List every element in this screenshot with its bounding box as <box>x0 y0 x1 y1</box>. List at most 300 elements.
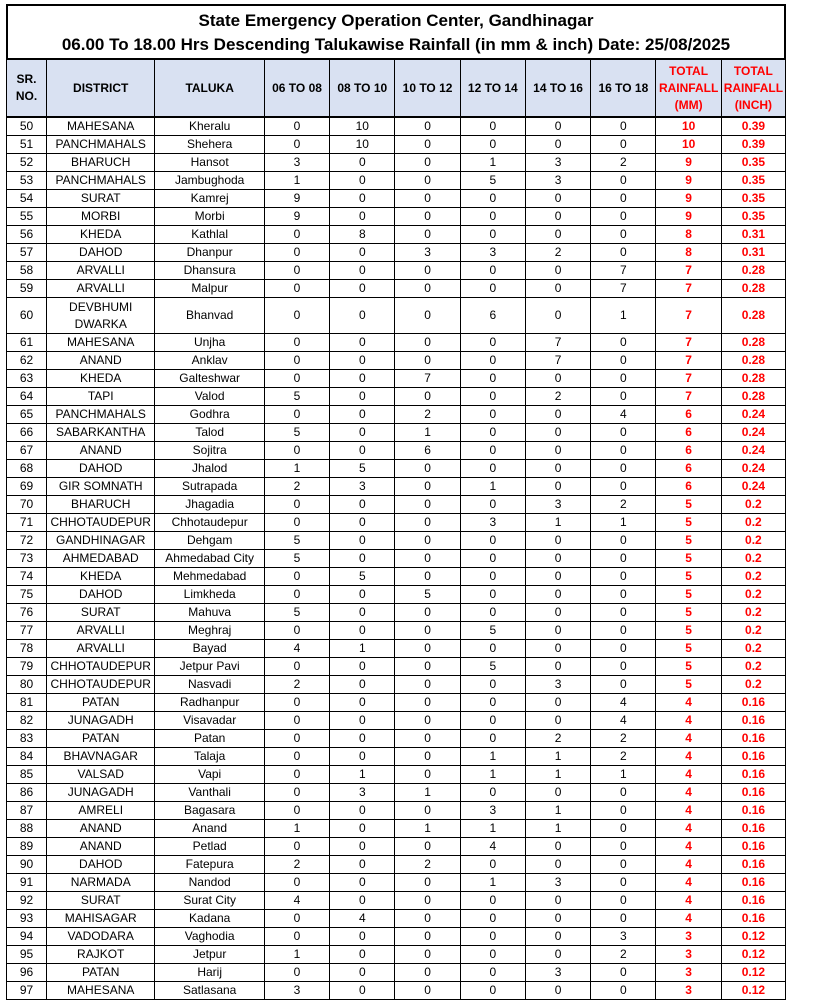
rain-14-16-cell: 1 <box>525 820 590 838</box>
table-row <box>7 946 786 964</box>
sr-no-cell: 55 <box>7 208 47 226</box>
rain-08-10-cell: 5 <box>330 568 395 586</box>
table-row <box>7 784 786 802</box>
district-cell: ARVALLI <box>47 640 155 658</box>
rain-06-08-cell: 0 <box>264 298 329 334</box>
rain-08-10-cell: 1 <box>330 640 395 658</box>
rain-06-08-cell: 0 <box>264 262 329 280</box>
rain-08-10-cell: 0 <box>330 244 395 262</box>
sr-no-cell: 72 <box>7 532 47 550</box>
total-mm-cell: 4 <box>656 694 721 712</box>
taluka-cell: Galteshwar <box>155 370 264 388</box>
taluka-cell: Jetpur <box>155 946 264 964</box>
district-cell: SURAT <box>47 190 155 208</box>
total-inch-cell: 0.12 <box>721 946 785 964</box>
district-cell: ARVALLI <box>47 622 155 640</box>
table-row <box>7 334 786 352</box>
total-mm-cell: 10 <box>656 117 721 136</box>
total-inch-cell: 0.2 <box>721 586 785 604</box>
district-cell: DEVBHUMI DWARKA <box>47 298 155 334</box>
rain-06-08-cell: 1 <box>264 820 329 838</box>
rain-06-08-cell: 3 <box>264 154 329 172</box>
district-cell: CHHOTAUDEPUR <box>47 658 155 676</box>
taluka-cell: Chhotaudepur <box>155 514 264 532</box>
sr-no-cell: 85 <box>7 766 47 784</box>
rain-10-12-cell: 0 <box>395 136 460 154</box>
rain-12-14-cell: 0 <box>460 496 525 514</box>
total-inch-cell: 0.35 <box>721 208 785 226</box>
rain-10-12-cell: 0 <box>395 676 460 694</box>
rain-06-08-cell: 9 <box>264 208 329 226</box>
total-mm-cell: 7 <box>656 370 721 388</box>
taluka-cell: Petlad <box>155 838 264 856</box>
rain-16-18-cell: 0 <box>591 424 656 442</box>
rain-06-08-cell: 0 <box>264 370 329 388</box>
total-mm-cell: 6 <box>656 442 721 460</box>
total-inch-cell: 0.24 <box>721 478 785 496</box>
sr-no-cell: 58 <box>7 262 47 280</box>
table-row <box>7 766 786 784</box>
rain-08-10-cell: 1 <box>330 766 395 784</box>
rain-10-12-cell: 3 <box>395 244 460 262</box>
district-cell: AHMEDABAD <box>47 550 155 568</box>
sr-no-cell: 52 <box>7 154 47 172</box>
rain-14-16-cell: 0 <box>525 892 590 910</box>
rain-10-12-cell: 0 <box>395 262 460 280</box>
rain-14-16-cell: 0 <box>525 298 590 334</box>
table-row <box>7 892 786 910</box>
total-inch-cell: 0.2 <box>721 514 785 532</box>
rain-10-12-cell: 0 <box>395 748 460 766</box>
taluka-cell: Harij <box>155 964 264 982</box>
rain-10-12-cell: 0 <box>395 928 460 946</box>
rain-16-18-cell: 0 <box>591 136 656 154</box>
table-row <box>7 928 786 946</box>
sr-no-cell: 89 <box>7 838 47 856</box>
rain-12-14-cell: 1 <box>460 154 525 172</box>
total-mm-cell: 8 <box>656 226 721 244</box>
taluka-cell: Sutrapada <box>155 478 264 496</box>
rain-14-16-cell: 0 <box>525 370 590 388</box>
rain-16-18-cell: 4 <box>591 406 656 424</box>
total-mm-cell: 4 <box>656 802 721 820</box>
district-cell: BHARUCH <box>47 154 155 172</box>
sr-no-cell: 93 <box>7 910 47 928</box>
total-inch-cell: 0.16 <box>721 802 785 820</box>
total-inch-cell: 0.16 <box>721 892 785 910</box>
rainfall-table <box>6 58 786 1000</box>
rain-16-18-cell: 0 <box>591 190 656 208</box>
district-cell: GIR SOMNATH <box>47 478 155 496</box>
rain-14-16-cell: 7 <box>525 352 590 370</box>
rain-16-18-cell: 3 <box>591 928 656 946</box>
rain-08-10-cell: 8 <box>330 226 395 244</box>
sr-no-cell: 64 <box>7 388 47 406</box>
col-header-12-14: 12 TO 14 <box>460 59 525 117</box>
total-mm-cell: 5 <box>656 676 721 694</box>
district-cell: JUNAGADH <box>47 712 155 730</box>
sr-no-cell: 94 <box>7 928 47 946</box>
rainfall-report <box>6 4 786 1000</box>
taluka-cell: Anand <box>155 820 264 838</box>
total-mm-cell: 4 <box>656 910 721 928</box>
district-cell: BHARUCH <box>47 496 155 514</box>
rain-14-16-cell: 0 <box>525 190 590 208</box>
rain-16-18-cell: 4 <box>591 694 656 712</box>
total-mm-cell: 3 <box>656 928 721 946</box>
district-cell: MAHISAGAR <box>47 910 155 928</box>
total-inch-cell: 0.2 <box>721 676 785 694</box>
taluka-cell: Unjha <box>155 334 264 352</box>
rain-12-14-cell: 0 <box>460 208 525 226</box>
total-mm-cell: 4 <box>656 748 721 766</box>
table-row <box>7 568 786 586</box>
total-inch-cell: 0.16 <box>721 874 785 892</box>
sr-no-cell: 69 <box>7 478 47 496</box>
rain-14-16-cell: 1 <box>525 514 590 532</box>
rain-06-08-cell: 0 <box>264 496 329 514</box>
rain-06-08-cell: 0 <box>264 406 329 424</box>
taluka-cell: Vanthali <box>155 784 264 802</box>
table-row <box>7 154 786 172</box>
district-cell: KHEDA <box>47 226 155 244</box>
table-row <box>7 748 786 766</box>
rain-08-10-cell: 0 <box>330 820 395 838</box>
rain-12-14-cell: 1 <box>460 478 525 496</box>
total-mm-cell: 5 <box>656 658 721 676</box>
total-mm-cell: 7 <box>656 388 721 406</box>
rain-16-18-cell: 0 <box>591 892 656 910</box>
total-mm-cell: 4 <box>656 856 721 874</box>
rain-16-18-cell: 0 <box>591 244 656 262</box>
rain-14-16-cell: 0 <box>525 784 590 802</box>
district-cell: MAHESANA <box>47 117 155 136</box>
rain-06-08-cell: 0 <box>264 910 329 928</box>
taluka-cell: Kamrej <box>155 190 264 208</box>
sr-no-cell: 62 <box>7 352 47 370</box>
table-row <box>7 694 786 712</box>
rain-16-18-cell: 0 <box>591 874 656 892</box>
rain-12-14-cell: 5 <box>460 658 525 676</box>
taluka-cell: Talaja <box>155 748 264 766</box>
total-mm-cell: 6 <box>656 424 721 442</box>
table-row <box>7 802 786 820</box>
rain-16-18-cell: 0 <box>591 117 656 136</box>
sr-no-cell: 77 <box>7 622 47 640</box>
taluka-cell: Bagasara <box>155 802 264 820</box>
rain-10-12-cell: 6 <box>395 442 460 460</box>
rain-12-14-cell: 0 <box>460 730 525 748</box>
taluka-cell: Talod <box>155 424 264 442</box>
rain-14-16-cell: 0 <box>525 460 590 478</box>
total-inch-cell: 0.31 <box>721 226 785 244</box>
sr-no-cell: 84 <box>7 748 47 766</box>
rain-12-14-cell: 6 <box>460 298 525 334</box>
rain-10-12-cell: 0 <box>395 514 460 532</box>
rain-12-14-cell: 0 <box>460 694 525 712</box>
taluka-cell: Anklav <box>155 352 264 370</box>
rain-12-14-cell: 0 <box>460 586 525 604</box>
rain-10-12-cell: 1 <box>395 820 460 838</box>
rain-08-10-cell: 0 <box>330 856 395 874</box>
rain-06-08-cell: 5 <box>264 604 329 622</box>
total-mm-cell: 9 <box>656 172 721 190</box>
taluka-cell: Patan <box>155 730 264 748</box>
rain-08-10-cell: 0 <box>330 442 395 460</box>
rain-06-08-cell: 2 <box>264 856 329 874</box>
sr-no-cell: 91 <box>7 874 47 892</box>
total-inch-cell: 0.2 <box>721 658 785 676</box>
rain-08-10-cell: 3 <box>330 478 395 496</box>
rain-08-10-cell: 5 <box>330 460 395 478</box>
rain-12-14-cell: 0 <box>460 334 525 352</box>
rain-14-16-cell: 0 <box>525 928 590 946</box>
col-header-district: DISTRICT <box>47 59 155 117</box>
rain-12-14-cell: 1 <box>460 874 525 892</box>
rain-08-10-cell: 0 <box>330 982 395 1000</box>
rain-14-16-cell: 2 <box>525 388 590 406</box>
rain-10-12-cell: 0 <box>395 694 460 712</box>
taluka-cell: Limkheda <box>155 586 264 604</box>
taluka-cell: Kheralu <box>155 117 264 136</box>
total-mm-cell: 6 <box>656 460 721 478</box>
rain-06-08-cell: 2 <box>264 676 329 694</box>
sr-no-cell: 66 <box>7 424 47 442</box>
rain-14-16-cell: 0 <box>525 586 590 604</box>
total-inch-cell: 0.16 <box>721 784 785 802</box>
rain-08-10-cell: 0 <box>330 946 395 964</box>
rain-10-12-cell: 0 <box>395 766 460 784</box>
rain-12-14-cell: 0 <box>460 676 525 694</box>
rain-16-18-cell: 0 <box>591 478 656 496</box>
col-header-10-12: 10 TO 12 <box>395 59 460 117</box>
rain-16-18-cell: 0 <box>591 964 656 982</box>
rain-14-16-cell: 0 <box>525 910 590 928</box>
rain-14-16-cell: 1 <box>525 766 590 784</box>
total-inch-cell: 0.24 <box>721 424 785 442</box>
rain-16-18-cell: 0 <box>591 586 656 604</box>
district-cell: MAHESANA <box>47 334 155 352</box>
total-mm-cell: 6 <box>656 478 721 496</box>
district-cell: DAHOD <box>47 460 155 478</box>
rain-10-12-cell: 0 <box>395 334 460 352</box>
rain-16-18-cell: 0 <box>591 802 656 820</box>
sr-no-cell: 90 <box>7 856 47 874</box>
district-cell: CHHOTAUDEPUR <box>47 676 155 694</box>
sr-no-cell: 57 <box>7 244 47 262</box>
district-cell: AMRELI <box>47 802 155 820</box>
sr-no-cell: 87 <box>7 802 47 820</box>
rain-16-18-cell: 0 <box>591 334 656 352</box>
taluka-cell: Godhra <box>155 406 264 424</box>
rain-06-08-cell: 5 <box>264 550 329 568</box>
rain-10-12-cell: 0 <box>395 280 460 298</box>
taluka-cell: Malpur <box>155 280 264 298</box>
rain-12-14-cell: 0 <box>460 550 525 568</box>
rain-10-12-cell: 0 <box>395 640 460 658</box>
rain-14-16-cell: 2 <box>525 244 590 262</box>
table-row <box>7 532 786 550</box>
rain-08-10-cell: 0 <box>330 928 395 946</box>
rain-16-18-cell: 0 <box>591 640 656 658</box>
rain-06-08-cell: 0 <box>264 568 329 586</box>
rain-14-16-cell: 0 <box>525 442 590 460</box>
rain-10-12-cell: 0 <box>395 568 460 586</box>
total-inch-cell: 0.24 <box>721 442 785 460</box>
rain-06-08-cell: 0 <box>264 280 329 298</box>
rain-12-14-cell: 0 <box>460 117 525 136</box>
rain-16-18-cell: 0 <box>591 442 656 460</box>
rain-12-14-cell: 0 <box>460 352 525 370</box>
rain-12-14-cell: 0 <box>460 442 525 460</box>
rain-16-18-cell: 1 <box>591 766 656 784</box>
rain-16-18-cell: 0 <box>591 208 656 226</box>
district-cell: PANCHMAHALS <box>47 172 155 190</box>
rain-14-16-cell: 0 <box>525 694 590 712</box>
district-cell: ARVALLI <box>47 262 155 280</box>
rain-10-12-cell: 0 <box>395 730 460 748</box>
rain-10-12-cell: 0 <box>395 154 460 172</box>
total-mm-cell: 3 <box>656 946 721 964</box>
taluka-cell: Kathlal <box>155 226 264 244</box>
table-row <box>7 712 786 730</box>
rain-06-08-cell: 5 <box>264 532 329 550</box>
total-mm-cell: 7 <box>656 262 721 280</box>
rain-06-08-cell: 0 <box>264 244 329 262</box>
rain-08-10-cell: 0 <box>330 964 395 982</box>
rain-10-12-cell: 0 <box>395 460 460 478</box>
rain-06-08-cell: 0 <box>264 226 329 244</box>
total-mm-cell: 4 <box>656 874 721 892</box>
rain-08-10-cell: 0 <box>330 496 395 514</box>
rain-16-18-cell: 0 <box>591 982 656 1000</box>
rain-16-18-cell: 0 <box>591 622 656 640</box>
rain-10-12-cell: 0 <box>395 622 460 640</box>
rain-08-10-cell: 0 <box>330 388 395 406</box>
rain-10-12-cell: 1 <box>395 424 460 442</box>
rain-08-10-cell: 0 <box>330 280 395 298</box>
rain-16-18-cell: 0 <box>591 172 656 190</box>
table-row <box>7 640 786 658</box>
rain-14-16-cell: 0 <box>525 658 590 676</box>
total-inch-cell: 0.31 <box>721 244 785 262</box>
district-cell: DAHOD <box>47 856 155 874</box>
district-cell: PANCHMAHALS <box>47 136 155 154</box>
table-row <box>7 442 786 460</box>
rain-10-12-cell: 0 <box>395 910 460 928</box>
total-inch-cell: 0.2 <box>721 568 785 586</box>
table-row <box>7 406 786 424</box>
sr-no-cell: 95 <box>7 946 47 964</box>
table-row <box>7 136 786 154</box>
rain-06-08-cell: 0 <box>264 694 329 712</box>
rain-08-10-cell: 0 <box>330 298 395 334</box>
rain-14-16-cell: 0 <box>525 117 590 136</box>
sr-no-cell: 70 <box>7 496 47 514</box>
district-cell: RAJKOT <box>47 946 155 964</box>
rain-08-10-cell: 0 <box>330 748 395 766</box>
table-row <box>7 370 786 388</box>
total-inch-cell: 0.2 <box>721 622 785 640</box>
rain-08-10-cell: 0 <box>330 334 395 352</box>
total-mm-cell: 9 <box>656 190 721 208</box>
total-mm-cell: 10 <box>656 136 721 154</box>
rain-08-10-cell: 0 <box>330 676 395 694</box>
total-mm-cell: 7 <box>656 298 721 334</box>
total-inch-cell: 0.28 <box>721 352 785 370</box>
rain-14-16-cell: 3 <box>525 496 590 514</box>
rain-06-08-cell: 0 <box>264 838 329 856</box>
total-inch-cell: 0.28 <box>721 334 785 352</box>
rain-10-12-cell: 0 <box>395 496 460 514</box>
total-inch-cell: 0.16 <box>721 730 785 748</box>
rain-10-12-cell: 0 <box>395 550 460 568</box>
rain-06-08-cell: 4 <box>264 892 329 910</box>
rain-12-14-cell: 0 <box>460 604 525 622</box>
rain-10-12-cell: 0 <box>395 874 460 892</box>
sr-no-cell: 83 <box>7 730 47 748</box>
sr-no-cell: 79 <box>7 658 47 676</box>
district-cell: VADODARA <box>47 928 155 946</box>
sr-no-cell: 81 <box>7 694 47 712</box>
rain-10-12-cell: 0 <box>395 388 460 406</box>
total-inch-cell: 0.16 <box>721 820 785 838</box>
total-inch-cell: 0.35 <box>721 190 785 208</box>
rain-16-18-cell: 0 <box>591 856 656 874</box>
total-inch-cell: 0.35 <box>721 172 785 190</box>
rain-12-14-cell: 1 <box>460 748 525 766</box>
rain-12-14-cell: 5 <box>460 172 525 190</box>
sr-no-cell: 73 <box>7 550 47 568</box>
table-row <box>7 190 786 208</box>
rain-08-10-cell: 0 <box>330 802 395 820</box>
sr-no-cell: 82 <box>7 712 47 730</box>
total-mm-cell: 4 <box>656 838 721 856</box>
total-mm-cell: 5 <box>656 496 721 514</box>
rain-14-16-cell: 3 <box>525 154 590 172</box>
rain-12-14-cell: 0 <box>460 640 525 658</box>
rain-08-10-cell: 0 <box>330 874 395 892</box>
rain-16-18-cell: 2 <box>591 730 656 748</box>
taluka-cell: Sojitra <box>155 442 264 460</box>
sr-no-cell: 68 <box>7 460 47 478</box>
col-header-taluka: TALUKA <box>155 59 264 117</box>
rain-06-08-cell: 0 <box>264 730 329 748</box>
district-cell: PANCHMAHALS <box>47 406 155 424</box>
taluka-cell: Jhagadia <box>155 496 264 514</box>
district-cell: PATAN <box>47 964 155 982</box>
sr-no-cell: 71 <box>7 514 47 532</box>
col-header-06-08: 06 TO 08 <box>264 59 329 117</box>
taluka-cell: Satlasana <box>155 982 264 1000</box>
col-header-sr-no: SR. NO. <box>7 59 47 117</box>
total-mm-cell: 5 <box>656 532 721 550</box>
total-mm-cell: 7 <box>656 352 721 370</box>
col-header-total-mm: TOTAL RAINFALL (MM) <box>656 59 721 117</box>
rain-16-18-cell: 2 <box>591 946 656 964</box>
rain-06-08-cell: 0 <box>264 514 329 532</box>
rain-08-10-cell: 0 <box>330 406 395 424</box>
rain-16-18-cell: 0 <box>591 784 656 802</box>
rain-16-18-cell: 0 <box>591 226 656 244</box>
taluka-cell: Radhanpur <box>155 694 264 712</box>
district-cell: VALSAD <box>47 766 155 784</box>
sr-no-cell: 67 <box>7 442 47 460</box>
taluka-cell: Shehera <box>155 136 264 154</box>
total-mm-cell: 5 <box>656 604 721 622</box>
col-header-14-16: 14 TO 16 <box>525 59 590 117</box>
sr-no-cell: 92 <box>7 892 47 910</box>
